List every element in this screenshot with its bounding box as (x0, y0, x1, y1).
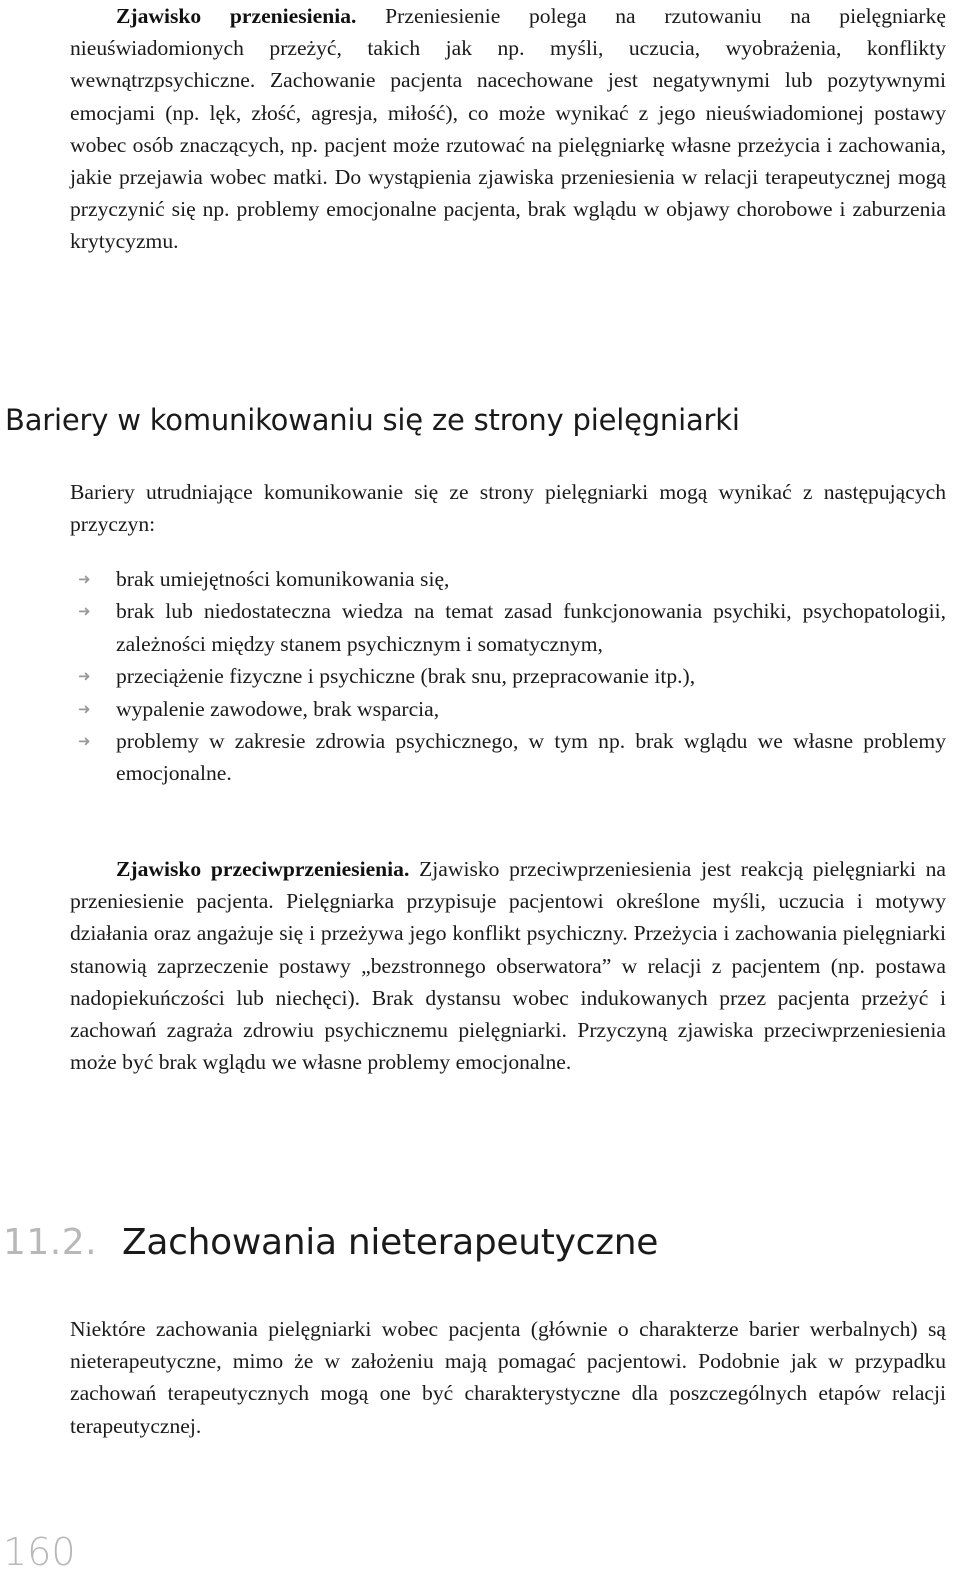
list-item: ➜ brak lub niedostateczna wiedza na temat zasad funkcjonowania psychiki, psychopatologii, zależności między stanem psychicznym i somatycznym, (70, 595, 946, 660)
list-item: ➜ brak umiejętności komunikowania się, (70, 563, 946, 595)
transference-paragraph (70, 0, 946, 258)
barriers-list (70, 563, 946, 790)
section-title: Zachowania nieterapeutyczne (122, 1222, 659, 1263)
countertransference-paragraph (70, 853, 946, 1078)
countertransference-text: Zjawisko przeciwprzeniesienia jest reakcją pielęgniarki na przeniesienie pacjenta. Pielęgniarka przypisuje pacjentowi określone myśli, uczucia i motywy działania oraz angażuje się i przeżywa jego konflikt psychiczny. Przeżycia i zachowania pielęgniarki stanowią zaprzeczenie postawy „bezstronnego obserwatora” w relacji z pacjentem (np. postawa nadopiekuńczości lub niechęci). Brak dystansu wobec indukowanych przez pacjenta przeżyć i zachowań zagraża zdrowiu psychicznemu pielęgniarki. Przyczyną zjawiska przeciwprzeniesienia może być brak wglądu we własne problemy emocjonalne. (70, 857, 946, 1075)
barriers-intro: Bariery utrudniające komunikowanie się ze strony pielęgniarki mogą wynikać z następujących przyczyn: (70, 480, 946, 537)
arrow-right-icon: ➜ (78, 570, 91, 588)
arrow-right-icon: ➜ (78, 732, 91, 751)
section-paragraph: Niektóre zachowania pielęgniarki wobec pacjenta (głównie o charakterze barier werbalnych) są nieterapeutyczne, mimo że w założeniu mają pomagać pacjentowi. Podobnie jak w przypadku zachowań terapeutycznych mogą one być charakterystyczne dla poszczególnych etapów relacji terapeutycznej. (70, 1317, 946, 1438)
arrow-right-icon: ➜ (78, 699, 91, 718)
transference-term: Zjawisko przeniesienia. (116, 4, 357, 28)
arrow-right-icon: ➜ (78, 602, 91, 621)
section-number: 11.2. (3, 1222, 98, 1263)
list-item: ➜ problemy w zakresie zdrowia psychicznego, w tym np. brak wglądu we własne problemy emocjonalne. (70, 725, 946, 790)
list-item: ➜ przeciążenie fizyczne i psychiczne (brak snu, przepracowanie itp.), (70, 660, 946, 692)
barriers-heading: Bariery w komunikowaniu się ze strony pielęgniarki (5, 403, 740, 437)
transference-text: Przeniesienie polega na rzutowaniu na pielęgniarkę nieuświadomionych przeżyć, takich jak np. myśli, uczucia, wyobrażenia, konflikty wewnątrzpsychiczne. Zachowanie pacjenta nacechowane jest negatywnymi lub pozytywnymi emocjami (np. lęk, złość, agresja, miłość), co może wynikać z jego nieuświadomionej postawy wobec osób znaczących, np. pacjent może rzutować na pielęgniarkę własne przeżycia i zachowania, jakie przejawia wobec matki. Do wystąpienia zjawiska przeniesienia w relacji terapeutycznej mogą przyczynić się np. problemy emocjonalne pacjenta, brak wglądu w objawy chorobowe i zaburzenia krytycyzmu. (70, 4, 946, 254)
arrow-right-icon: ➜ (78, 667, 91, 686)
countertransference-term: Zjawisko przeciwprzeniesienia. (116, 857, 410, 881)
page-number: 160 (3, 1530, 76, 1574)
list-item: ➜ wypalenie zawodowe, brak wsparcia, (70, 693, 946, 725)
